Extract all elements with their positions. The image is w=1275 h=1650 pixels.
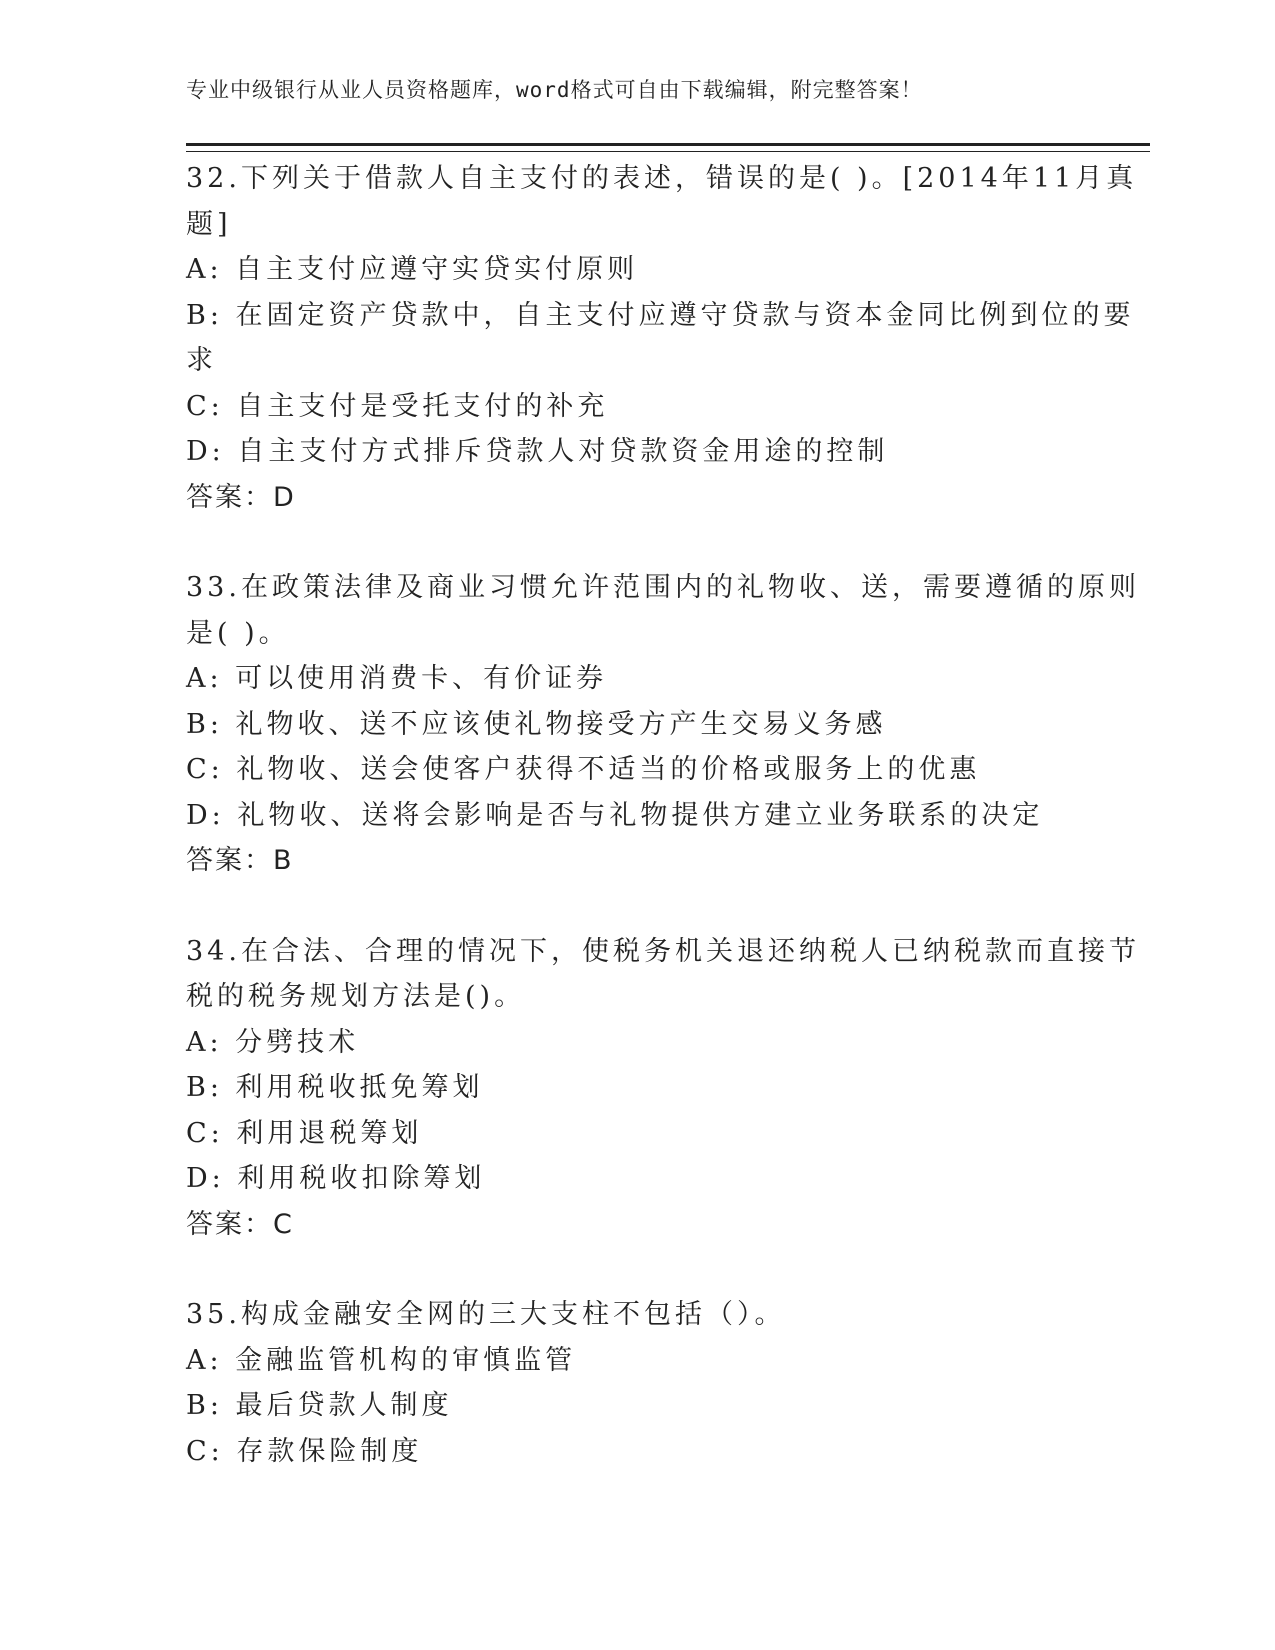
answer: 答案：C [186,1208,294,1240]
option-d: D: 利用税收扣除筹划 [186,1163,486,1194]
header-rule [186,143,1150,152]
option-c: C: 礼物收、送会使客户获得不适当的价格或服务上的优惠 [186,754,981,785]
question-32 [186,156,1138,520]
question-stem: 题] [186,208,232,240]
option-a: A: 自主支付应遵守实贷实付原则 [186,254,639,285]
question-stem: 税的税务规划方法是()。 [186,981,526,1012]
answer: 答案：B [186,845,294,876]
option-d: D: 自主支付方式排斥贷款人对贷款资金用途的控制 [186,436,889,467]
question-stem: 是( )。 [186,617,290,649]
question-33 [186,565,1140,884]
option-b: B: 在固定资产贷款中，自主支付应遵守贷款与资本金同比例到位的要 [186,299,1135,331]
option-b: B: 利用税收抵免筹划 [186,1072,484,1103]
page-header: 专业中级银行从业人员资格题库，word格式可自由下载编辑，附完整答案！ [186,78,923,102]
option-c: C: 存款保险制度 [186,1435,423,1467]
question-stem: 34.在合法、合理的情况下，使税务机关退还纳税人已纳税款而直接节 [186,935,1140,967]
question-stem: 33.在政策法律及商业习惯允许范围内的礼物收、送，需要遵循的原则 [186,572,1140,603]
option-a: A: 可以使用消费卡、有价证券 [186,663,608,694]
option-b: B: 最后贷款人制度 [186,1390,453,1421]
option-a: A: 金融监管机构的审慎监管 [186,1344,577,1376]
question-34 [186,929,1140,1248]
option-c: C: 利用退税筹划 [186,1117,423,1149]
question-stem: 32.下列关于借款人自主支付的表述，错误的是( )。[2014年11月真 [186,163,1138,194]
question-list [186,156,1140,1519]
option-a: A: 分劈技术 [186,1026,360,1058]
option-b: 求 [186,345,217,376]
option-b: B: 礼物收、送不应该使礼物接受方产生交易义务感 [186,708,887,740]
option-d: D: 礼物收、送将会影响是否与礼物提供方建立业务联系的决定 [186,799,1044,831]
question-35 [186,1292,1066,1474]
option-c: C: 自主支付是受托支付的补充 [186,390,609,422]
question-stem: 35.构成金融安全网的三大支柱不包括（）。 [186,1299,786,1330]
answer: 答案：D [186,481,296,513]
